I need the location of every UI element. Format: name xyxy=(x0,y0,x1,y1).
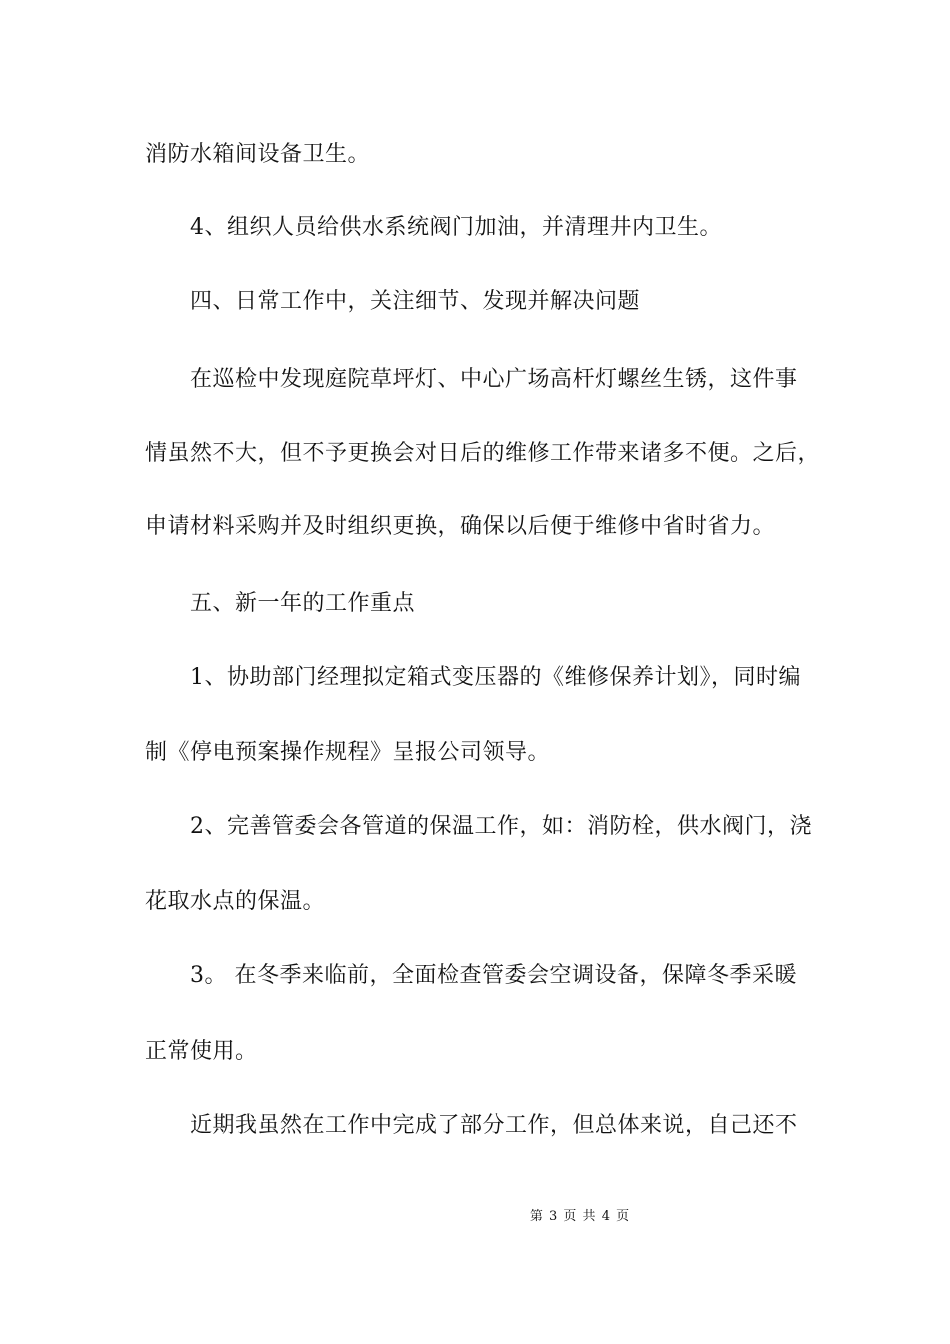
section-heading-4: 四、日常工作中，关注细节、发现并解决问题 xyxy=(190,289,641,314)
text-line-5: 情虽然不大，但不予更换会对日后的维修工作带来诸多不便。之后， xyxy=(145,441,821,466)
text-line-6: 申请材料采购并及时组织更换，确保以后便于维修中省时省力。 xyxy=(145,514,776,539)
text-line-2: 4、组织人员给供水系统阀门加油，并清理井内卫生。 xyxy=(190,215,722,240)
section-heading-5: 五、新一年的工作重点 xyxy=(190,591,416,616)
page-footer: 第 3 页 共 4 页 xyxy=(529,1209,631,1224)
text-line-12: 3。 在冬季来临前，全面检查管委会空调设备，保障冬季采暖 xyxy=(190,963,797,988)
text-line-10: 2、完善管委会各管道的保温工作，如：消防栓，供水阀门，浇 xyxy=(190,814,812,839)
text-line-13: 正常使用。 xyxy=(145,1039,258,1064)
text-line-9: 制《停电预案操作规程》呈报公司领导。 xyxy=(145,740,551,765)
text-line-14: 近期我虽然在工作中完成了部分工作，但总体来说，自己还不 xyxy=(190,1113,798,1138)
text-line-1: 消防水箱间设备卫生。 xyxy=(145,142,371,167)
text-line-11: 花取水点的保温。 xyxy=(145,889,326,914)
text-line-8: 1、协助部门经理拟定箱式变压器的《维修保养计划》，同时编 xyxy=(190,665,801,690)
text-line-4: 在巡检中发现庭院草坪灯、中心广场高杆灯螺丝生锈，这件事 xyxy=(190,367,798,392)
